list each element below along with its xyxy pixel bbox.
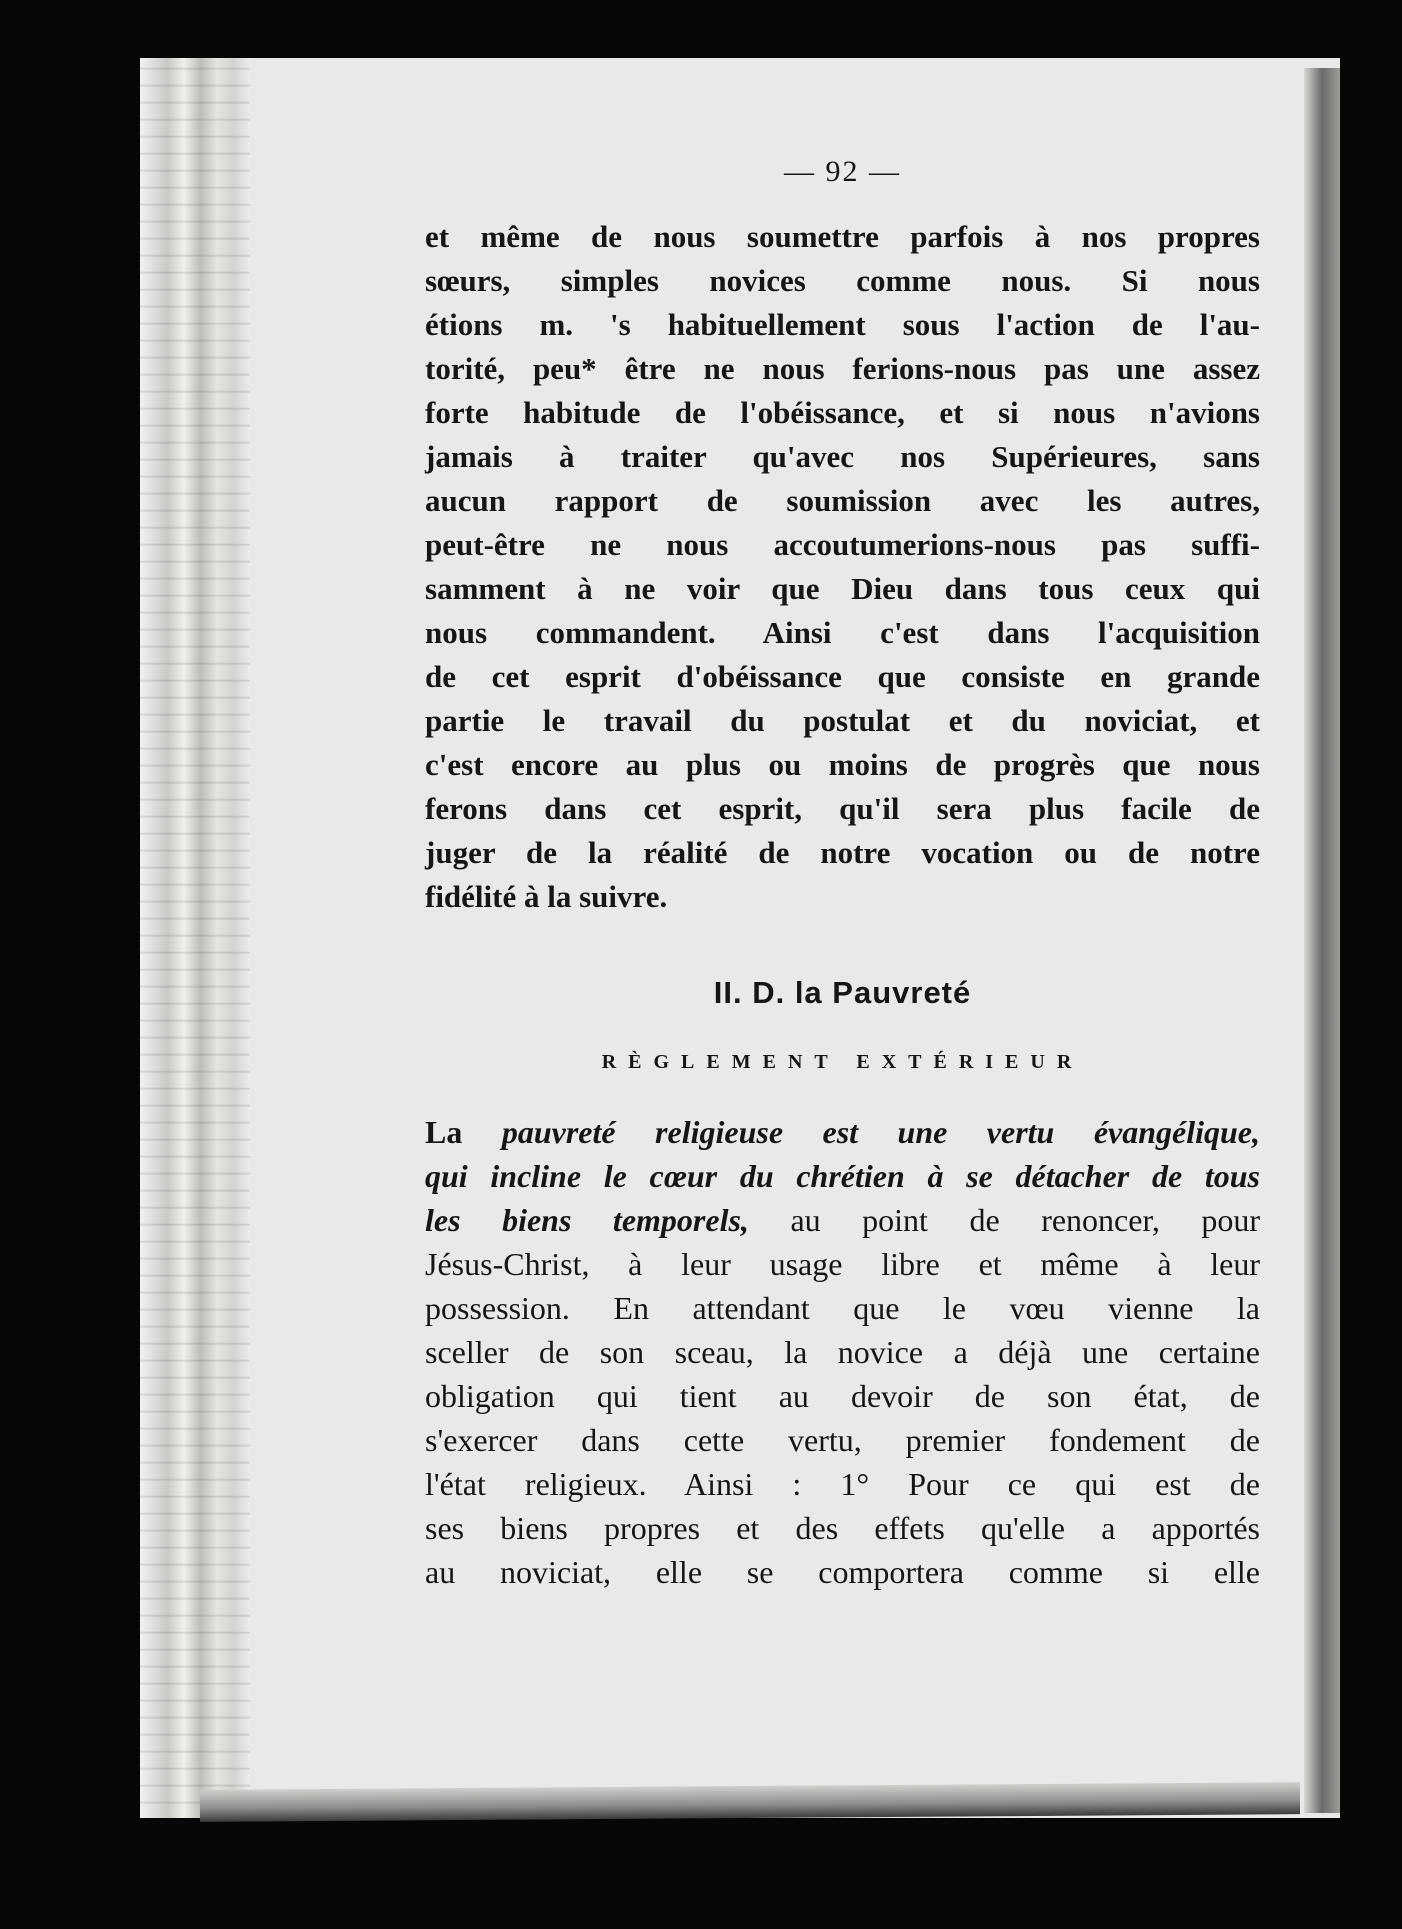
italic-run: pauvreté religieuse est une vertu évangélique,	[501, 1114, 1261, 1150]
text-line: l'état religieux. Ainsi : 1° Pour ce qui est de	[425, 1466, 1260, 1502]
page-right-edge	[1304, 68, 1340, 1813]
text-line: sœurs, simples novices comme nous. Si nous	[425, 263, 1260, 298]
page-bottom-edge	[200, 1782, 1300, 1822]
text-run: La	[425, 1114, 502, 1150]
text-line: nous commandent. Ainsi c'est dans l'acquisition	[425, 615, 1260, 650]
text-line: fidélité à la suivre.	[425, 879, 668, 914]
text-line: torité, peu* être ne nous ferions-nous pas une assez	[425, 351, 1260, 386]
text-line: de cet esprit d'obéissance que consiste en grande	[425, 659, 1260, 694]
text-run: au point de renoncer, pour	[748, 1202, 1261, 1238]
text-line: étions m. 's habituellement sous l'action de l'au-	[425, 307, 1260, 342]
section-subheading: RÈGLEMENT EXTÉRIEUR	[601, 1051, 1084, 1073]
paragraph-2	[425, 1110, 1260, 1594]
text-line: peut-être ne nous accoutumerions-nous pas suffi-	[425, 527, 1260, 562]
paragraph-1	[425, 215, 1260, 919]
italic-run: les biens temporels,	[425, 1202, 749, 1238]
section-heading: II. D. la Pauvreté	[713, 975, 972, 1010]
text-line: jamais à traiter qu'avec nos Supérieures, sans	[425, 439, 1260, 474]
text-line: juger de la réalité de notre vocation ou de notre	[425, 835, 1260, 870]
text-line: s'exercer dans cette vertu, premier fondement de	[425, 1422, 1260, 1458]
text-block	[425, 155, 1261, 1594]
text-line: obligation qui tient au devoir de son état, de	[425, 1378, 1260, 1414]
page-number: — 92 —	[784, 155, 901, 188]
text-line	[425, 1154, 1260, 1198]
text-line: possession. En attendant que le vœu vienne la	[425, 1290, 1260, 1326]
text-line: au noviciat, elle se comportera comme si elle	[425, 1554, 1260, 1590]
text-line: ses biens propres et des effets qu'elle a apportés	[425, 1510, 1260, 1546]
text-line: sceller de son sceau, la novice a déjà une certaine	[425, 1334, 1260, 1370]
text-line: forte habitude de l'obéissance, et si nous n'avions	[425, 395, 1260, 430]
text-line: Jésus-Christ, à leur usage libre et même à leur	[425, 1246, 1260, 1282]
text-line: c'est encore au plus ou moins de progrès que nous	[425, 747, 1260, 782]
text-line: samment à ne voir que Dieu dans tous ceux qui	[425, 571, 1260, 606]
text-line: et même de nous soumettre parfois à nos propres	[425, 219, 1260, 254]
text-line: aucun rapport de soumission avec les autres,	[425, 483, 1260, 518]
text-line	[425, 1110, 1260, 1154]
page-gutter	[140, 58, 250, 1818]
italic-run: qui incline le cœur du chrétien à se détacher de tous	[425, 1158, 1260, 1194]
text-line	[425, 1198, 1260, 1242]
text-line: ferons dans cet esprit, qu'il sera plus facile de	[425, 791, 1260, 826]
text-line: partie le travail du postulat et du noviciat, et	[425, 703, 1260, 738]
